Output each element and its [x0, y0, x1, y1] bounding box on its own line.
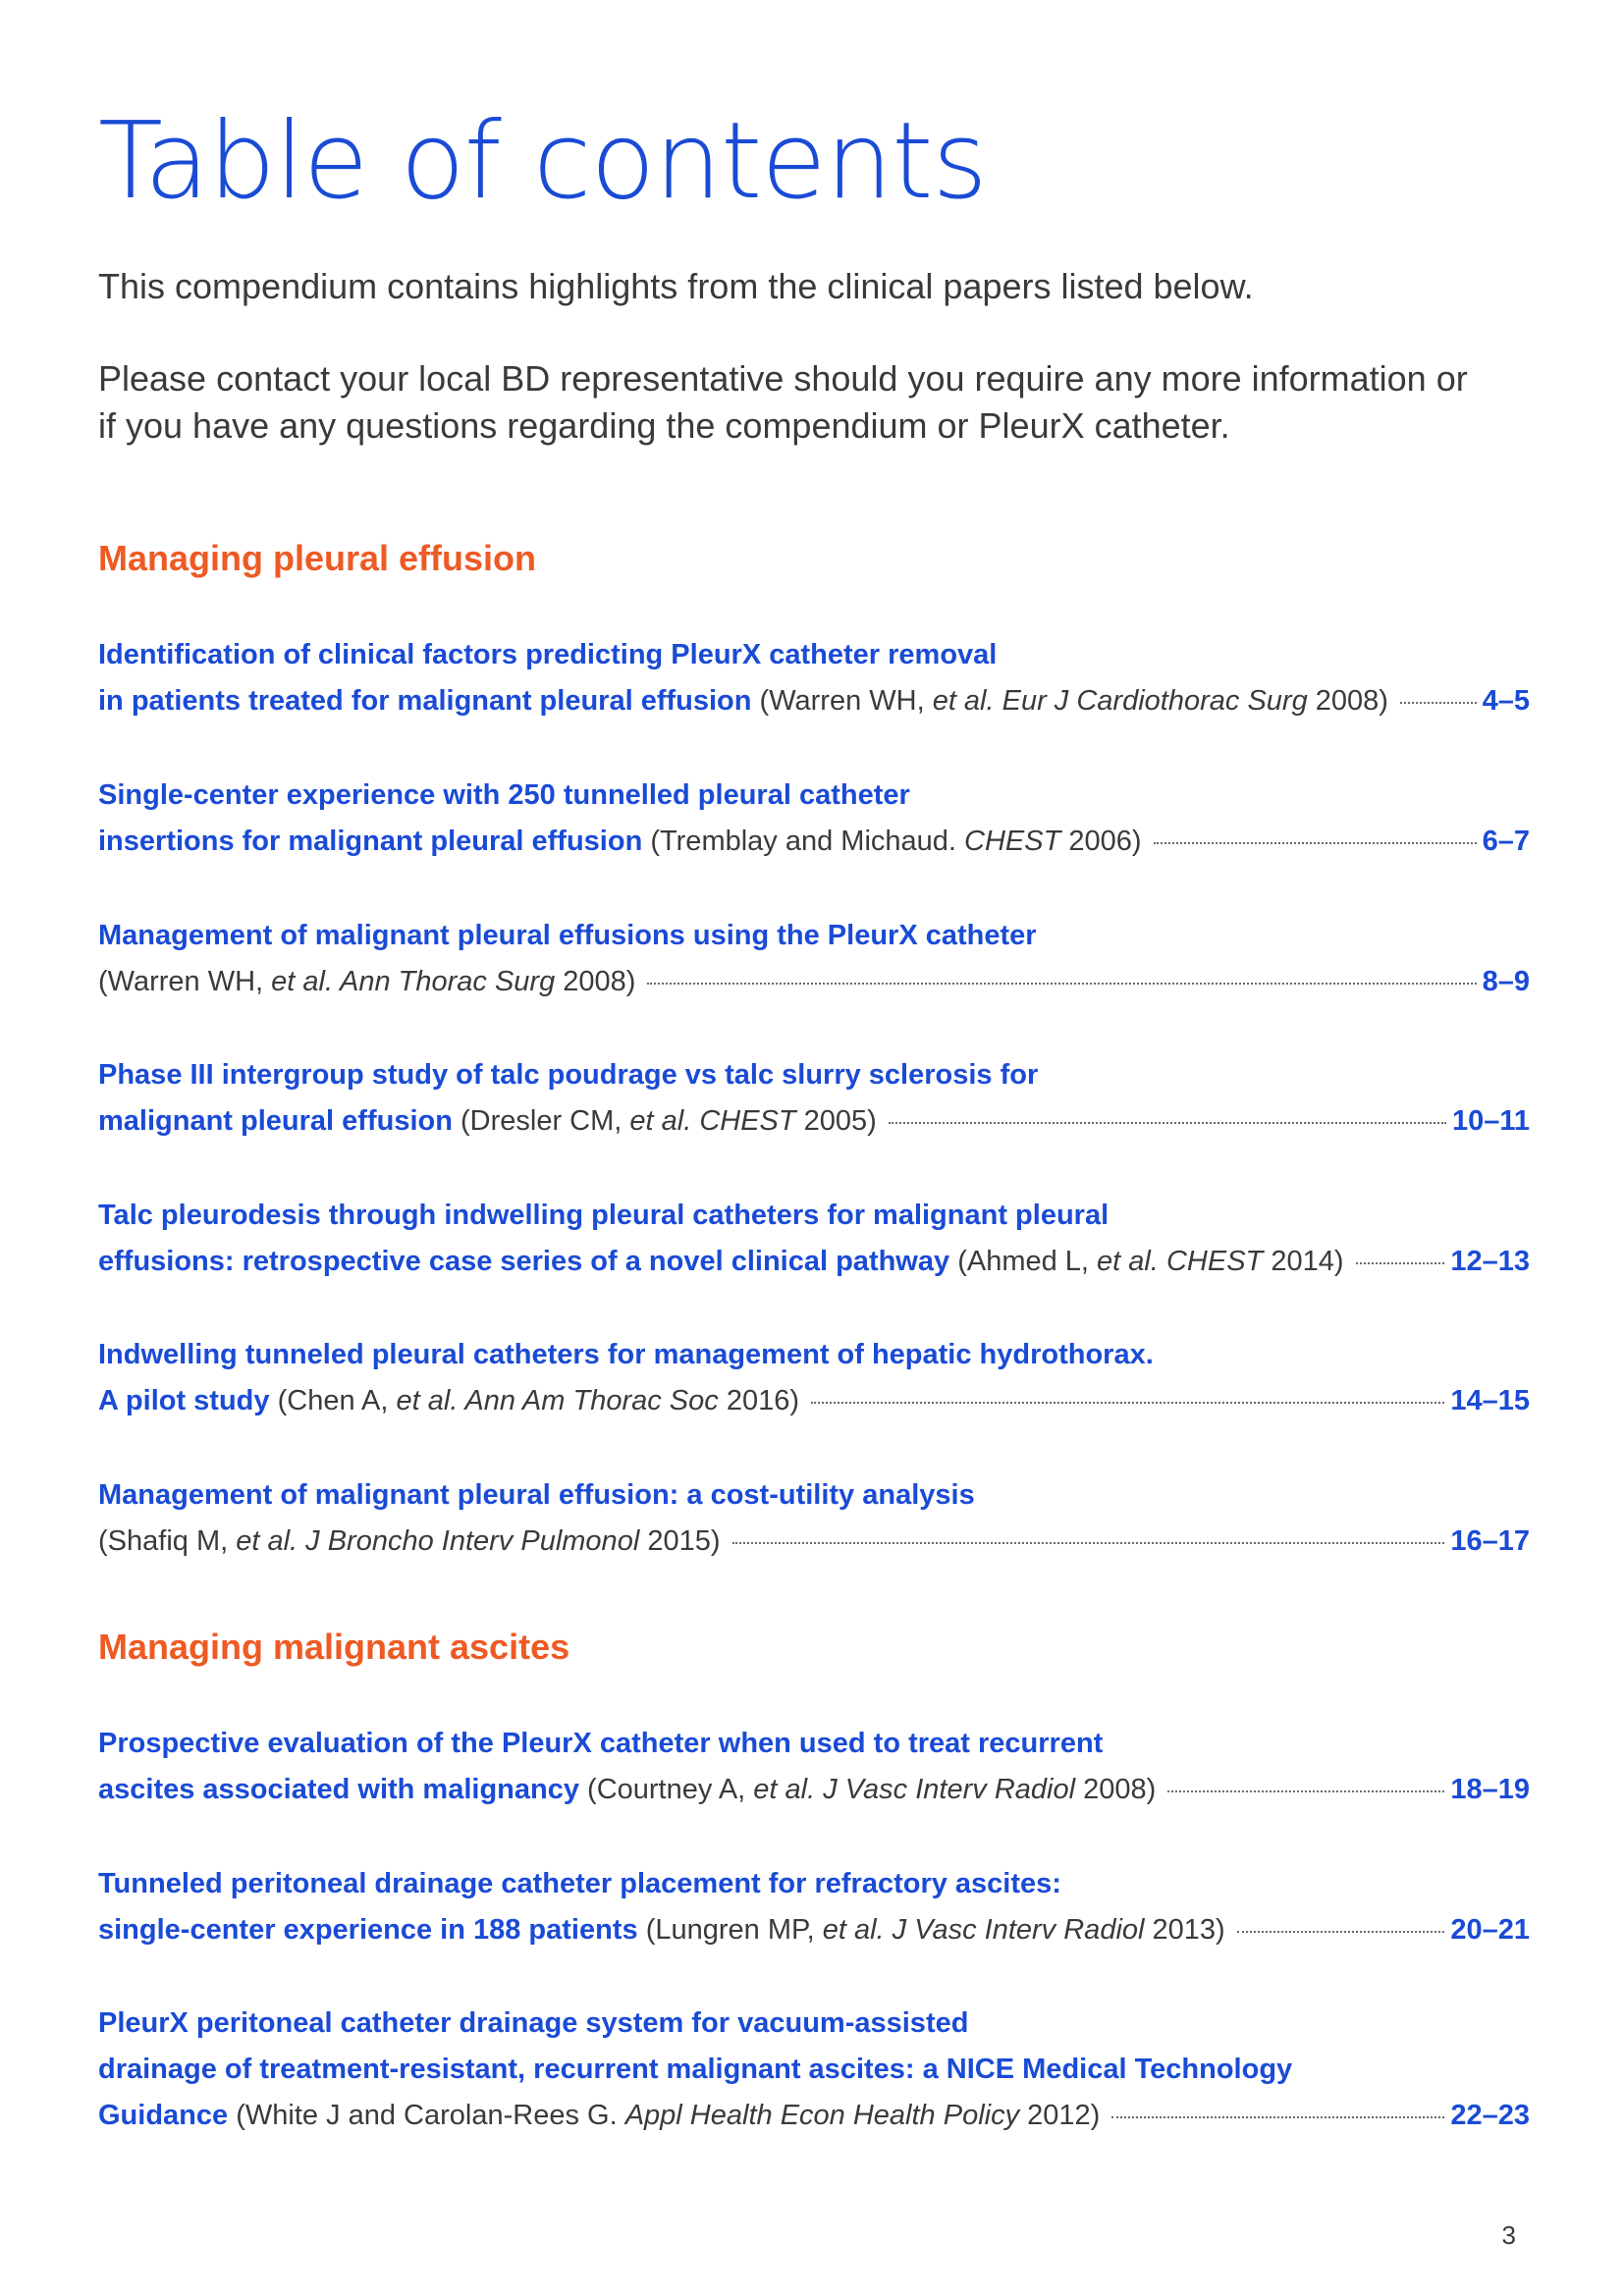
intro-paragraph: Please contact your local BD representative should you require any more information or if you have any questions regarding the compendium or PleurX catheter.	[98, 358, 1468, 446]
entry-citation: (Ahmed L, et al. CHEST 2014)	[957, 1246, 1344, 1277]
entry-pages: 22–23	[1450, 2100, 1530, 2131]
toc-entry[interactable]	[98, 1472, 1530, 1565]
entry-title-line: Talc pleurodesis through indwelling pleural catheters for malignant pleural	[98, 1200, 1110, 1231]
entry-citation: (Warren WH, et al. Ann Thorac Surg 2008)	[98, 966, 636, 997]
entry-citation: (Warren WH, et al. Eur J Cardiothorac Surg 2008)	[759, 685, 1388, 717]
toc-entry[interactable]	[98, 1861, 1530, 1953]
dot-leader	[1167, 1790, 1444, 1792]
entry-title-line: PleurX peritoneal catheter drainage system for vacuum-assisted	[98, 2007, 969, 2039]
toc-entry[interactable]	[98, 1721, 1530, 1813]
toc-page	[98, 0, 1530, 2296]
entry-title-line: effusions: retrospective case series of a novel clinical pathway	[98, 1246, 950, 1277]
dot-leader	[647, 983, 1476, 985]
entry-title-line: Management of malignant pleural effusion: a cost-utility analysis	[98, 1479, 975, 1511]
dot-leader	[889, 1122, 1446, 1124]
section-heading: Managing pleural effusion	[98, 538, 537, 578]
entry-title-line: A pilot study	[98, 1385, 270, 1416]
entry-title-line: single-center experience in 188 patients	[98, 1914, 638, 1946]
dot-leader	[1400, 702, 1477, 704]
entry-title-line: Identification of clinical factors predicting PleurX catheter removal	[98, 639, 998, 670]
entry-title-line: insertions for malignant pleural effusion	[98, 826, 643, 857]
entry-citation: (Chen A, et al. Ann Am Thorac Soc 2016)	[277, 1385, 800, 1416]
entry-title-line: Guidance	[98, 2100, 229, 2131]
entry-pages: 12–13	[1450, 1246, 1530, 1277]
entry-citation: (Dresler CM, et al. CHEST 2005)	[460, 1105, 877, 1137]
entry-citation: (Shafiq M, et al. J Broncho Interv Pulmonol 2015)	[98, 1525, 721, 1557]
toc-entry[interactable]	[98, 1052, 1530, 1145]
entry-title-line: Indwelling tunneled pleural catheters for management of hepatic hydrothorax.	[98, 1339, 1154, 1370]
toc-entry[interactable]	[98, 913, 1530, 1005]
entry-pages: 6–7	[1482, 826, 1530, 857]
entry-citation: (Lungren MP, et al. J Vasc Interv Radiol 2013)	[645, 1914, 1225, 1946]
dot-leader	[1154, 842, 1477, 844]
entry-title-line: ascites associated with malignancy	[98, 1774, 579, 1805]
toc-entry[interactable]	[98, 1193, 1530, 1285]
entry-title-line: Single-center experience with 250 tunnelled pleural catheter	[98, 779, 910, 811]
entry-pages: 10–11	[1451, 1105, 1530, 1137]
entry-title-line: Phase III intergroup study of talc poudrage vs talc slurry sclerosis for	[98, 1059, 1039, 1091]
entry-title-line: Tunneled peritoneal drainage catheter placement for refractory ascites:	[98, 1868, 1061, 1899]
entry-pages: 4–5	[1482, 685, 1530, 717]
page-title: Table of contents	[98, 100, 987, 223]
toc-entry[interactable]	[98, 2001, 1530, 2139]
toc-entry[interactable]	[98, 1332, 1530, 1424]
section-heading: Managing malignant ascites	[98, 1627, 570, 1667]
toc-entry[interactable]	[98, 632, 1530, 724]
toc-entry[interactable]	[98, 773, 1530, 865]
dot-leader	[811, 1402, 1444, 1404]
dot-leader	[1356, 1262, 1445, 1264]
entry-citation: (White J and Carolan-Rees G. Appl Health Econ Health Policy 2012)	[236, 2100, 1101, 2131]
dot-leader	[732, 1542, 1445, 1544]
intro	[98, 263, 1473, 495]
entry-pages: 14–15	[1450, 1385, 1530, 1416]
entry-title-line: Prospective evaluation of the PleurX catheter when used to treat recurrent	[98, 1728, 1104, 1759]
dot-leader	[1237, 1931, 1445, 1933]
page-number: 3	[1501, 2220, 1516, 2250]
entry-citation: (Tremblay and Michaud. CHEST 2006)	[650, 826, 1142, 857]
entry-pages: 16–17	[1450, 1525, 1530, 1557]
entry-pages: 18–19	[1450, 1774, 1530, 1805]
dot-leader	[1111, 2116, 1444, 2118]
entry-pages: 8–9	[1482, 966, 1530, 997]
entry-citation: (Courtney A, et al. J Vasc Interv Radiol 2008)	[587, 1774, 1157, 1805]
entry-title-line: in patients treated for malignant pleural effusion	[98, 685, 752, 717]
entry-title-line: Management of malignant pleural effusions using the PleurX catheter	[98, 920, 1037, 951]
entry-title-line: drainage of treatment-resistant, recurrent malignant ascites: a NICE Medical Technology	[98, 2054, 1293, 2085]
intro-paragraph: This compendium contains highlights from the clinical papers listed below.	[98, 266, 1254, 306]
entry-title-line: malignant pleural effusion	[98, 1105, 453, 1137]
entry-pages: 20–21	[1450, 1914, 1530, 1946]
